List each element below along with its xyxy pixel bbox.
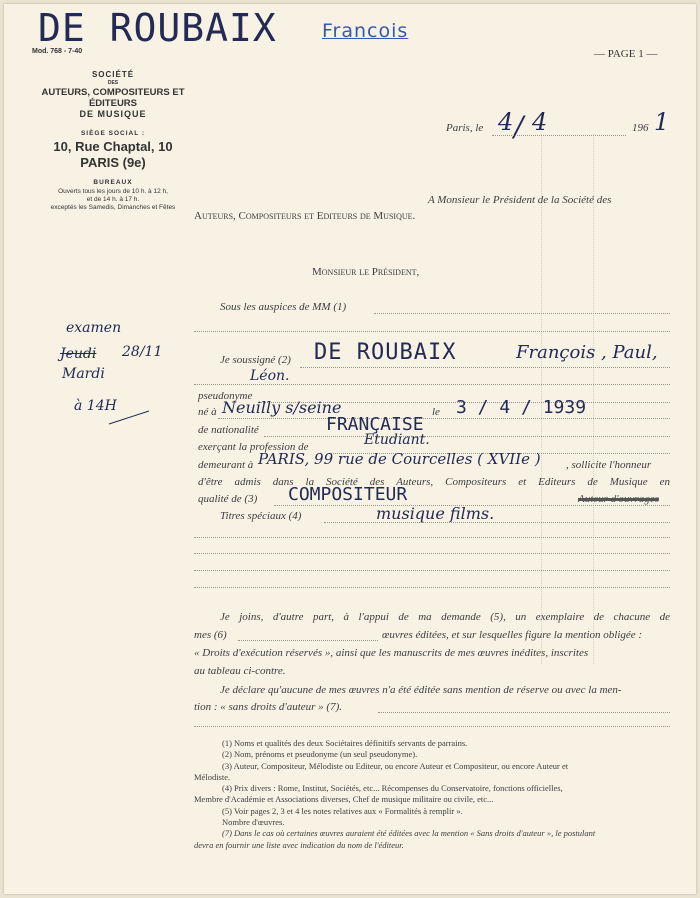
nationality-label: de nationalité bbox=[198, 424, 259, 436]
office-hours: exceptés les Samedis, Dimanches et Fêtes bbox=[50, 204, 176, 211]
quality-label: qualité de (3) bbox=[198, 493, 258, 505]
titles-rule bbox=[194, 570, 670, 571]
undersigned-surname: DE ROUBAIX bbox=[314, 340, 457, 365]
birthplace-value: Neuilly s/seine bbox=[222, 398, 342, 417]
body-paragraph-line: œuvres éditées, et sur lesquelles figure la mention obligée : bbox=[382, 629, 643, 641]
model-reference: Mod. 768 - 7-40 bbox=[32, 48, 83, 55]
quality-value: COMPOSITEUR bbox=[288, 484, 408, 505]
year-prefix: 196 bbox=[632, 122, 649, 134]
residing-label: demeurant à bbox=[198, 459, 254, 471]
footnote: devra en fournir une liste avec indication du nom de l'éditeur. bbox=[194, 839, 404, 850]
birthplace-label: né à bbox=[198, 406, 217, 418]
margin-note-date: 28/11 bbox=[122, 344, 163, 360]
year-digit: 1 bbox=[654, 108, 670, 136]
titles-value: musique films. bbox=[376, 504, 495, 523]
undersigned-firstnames: François , Paul, bbox=[516, 342, 658, 363]
auspices-label: Sous les auspices de MM (1) bbox=[220, 301, 347, 313]
society-line: DE MUSIQUE bbox=[79, 109, 147, 119]
society-line: DES bbox=[107, 80, 119, 86]
margin-note: Mardi bbox=[62, 366, 105, 382]
footnote: (1) Noms et qualités des deux Sociétaires définitifs servants de parrains. bbox=[222, 738, 468, 748]
footnote: (4) Prix divers : Rome, Institut, Sociétés, etc... Récompenses du Conservatoire, fonctions officielles, bbox=[222, 783, 563, 794]
works-count-rule bbox=[238, 640, 378, 641]
society-address: 10, Rue Chaptal, 10 bbox=[53, 139, 173, 154]
page-number: — PAGE 1 — bbox=[594, 48, 658, 60]
declaration-rule bbox=[378, 712, 670, 713]
footnote: (3) Auteur, Compositeur, Mélodiste ou Editeur, ou encore Auteur et Compositeur, ou encore Auteur et bbox=[222, 760, 569, 771]
titles-rule bbox=[194, 537, 670, 538]
offices-label: BUREAUX bbox=[93, 179, 133, 186]
date-day: 4 bbox=[498, 108, 514, 136]
office-hours: Ouverts tous les jours de 10 h. à 12 h, bbox=[58, 188, 168, 195]
residing-suffix: , sollicite l'honneur bbox=[566, 459, 652, 471]
seat-label: SIÈGE SOCIAL : bbox=[80, 130, 146, 137]
residing-value: PARIS, 99 rue de Courcelles ( XVIIe ) bbox=[258, 450, 541, 468]
nationality-rule bbox=[264, 436, 670, 437]
name-annotation: Francois bbox=[322, 20, 409, 42]
footnote: (2) Nom, prénoms et pseudonyme (un seul pseudonyme). bbox=[222, 749, 418, 760]
margin-note-struck: Jeudi bbox=[60, 346, 97, 362]
titles-rule bbox=[194, 553, 670, 554]
date-rule bbox=[492, 135, 626, 136]
office-hours: et de 14 h. à 17 h. bbox=[86, 196, 140, 203]
footnote: Membre d'Académie et Associations diverses, Chef de musique militaire ou civile, etc... bbox=[194, 794, 494, 805]
body-paragraph-line: tion : « sans droits d'auteur » (7). bbox=[194, 701, 343, 713]
date-prefix: Paris, le bbox=[446, 122, 484, 134]
footnotes bbox=[194, 738, 674, 851]
application-form-page bbox=[4, 4, 696, 894]
society-city: PARIS (9e) bbox=[80, 155, 146, 170]
footnote: (5) Voir pages 2, 3 et 4 les notes relatives aux « Formalités à remplir ». bbox=[222, 805, 463, 816]
born-rule bbox=[218, 418, 670, 419]
titles-rule bbox=[324, 522, 670, 523]
body-paragraph-line: mes (6) bbox=[194, 629, 227, 641]
titles-label: Titres spéciaux (4) bbox=[220, 510, 302, 522]
admission-text: d'être admis dans la Société des Auteurs, Compositeurs et Editeurs de Musique en bbox=[198, 476, 670, 488]
quality-struck: Auteur d'ouvrages bbox=[578, 493, 659, 505]
profession-value: Etudiant. bbox=[364, 432, 430, 448]
undersigned-rule bbox=[194, 384, 670, 385]
profession-label: exerçant la profession de bbox=[198, 441, 309, 453]
recipient-line: Auteurs, Compositeurs et Editeurs de Musique. bbox=[194, 210, 416, 222]
auspices-rule bbox=[374, 313, 670, 314]
undersigned-firstnames-cont: Léon. bbox=[250, 368, 290, 384]
footnote: (7) Dans le cas où certaines œuvres auraient été éditées avec la mention « Sans droits d'auteur », le postulant bbox=[222, 828, 596, 839]
name-stamp: DE ROUBAIX bbox=[38, 6, 277, 50]
declaration-rule bbox=[194, 726, 670, 727]
body-paragraph-line: « Droits d'exécution réservés », ainsi que les manuscrits de mes œuvres inédites, inscrites bbox=[194, 647, 589, 659]
salutation: Monsieur le Président, bbox=[312, 266, 420, 278]
margin-note: à 14H bbox=[74, 398, 117, 414]
pseudonym-label: pseudonyme bbox=[198, 390, 253, 402]
date-month: 4 bbox=[532, 108, 548, 136]
margin-note: examen bbox=[66, 320, 122, 336]
faint-vertical-rule bbox=[593, 134, 594, 664]
society-line: AUTEURS, COMPOSITEURS ET ÉDITEURS bbox=[41, 87, 185, 109]
date-separator: / bbox=[514, 110, 524, 143]
undersigned-rule bbox=[300, 367, 670, 368]
body-paragraph-line: au tableau ci-contre. bbox=[194, 665, 286, 677]
footnote: Nombre d'œuvres. bbox=[222, 817, 285, 828]
undersigned-label: Je soussigné (2) bbox=[220, 354, 291, 366]
auspices-rule bbox=[194, 331, 670, 332]
society-line: SOCIÉTÉ bbox=[91, 70, 135, 79]
birthdate-label: le bbox=[432, 406, 440, 418]
titles-rule bbox=[194, 587, 670, 588]
society-letterhead bbox=[24, 70, 202, 211]
body-paragraph-line: Je déclare qu'aucune de mes œuvres n'a été éditée sans mention de réserve ou avec la men- bbox=[220, 684, 622, 696]
body-paragraph-line: Je joins, d'autre part, à l'appui de ma demande (5), un exemplaire de chacune de bbox=[220, 611, 670, 623]
recipient-line: A Monsieur le Président de la Société des bbox=[428, 194, 612, 206]
nationality-value: FRANÇAISE bbox=[326, 414, 424, 435]
birthdate-value: 3 / 4 / 1939 bbox=[456, 397, 587, 418]
footnote: Mélodiste. bbox=[194, 771, 231, 782]
